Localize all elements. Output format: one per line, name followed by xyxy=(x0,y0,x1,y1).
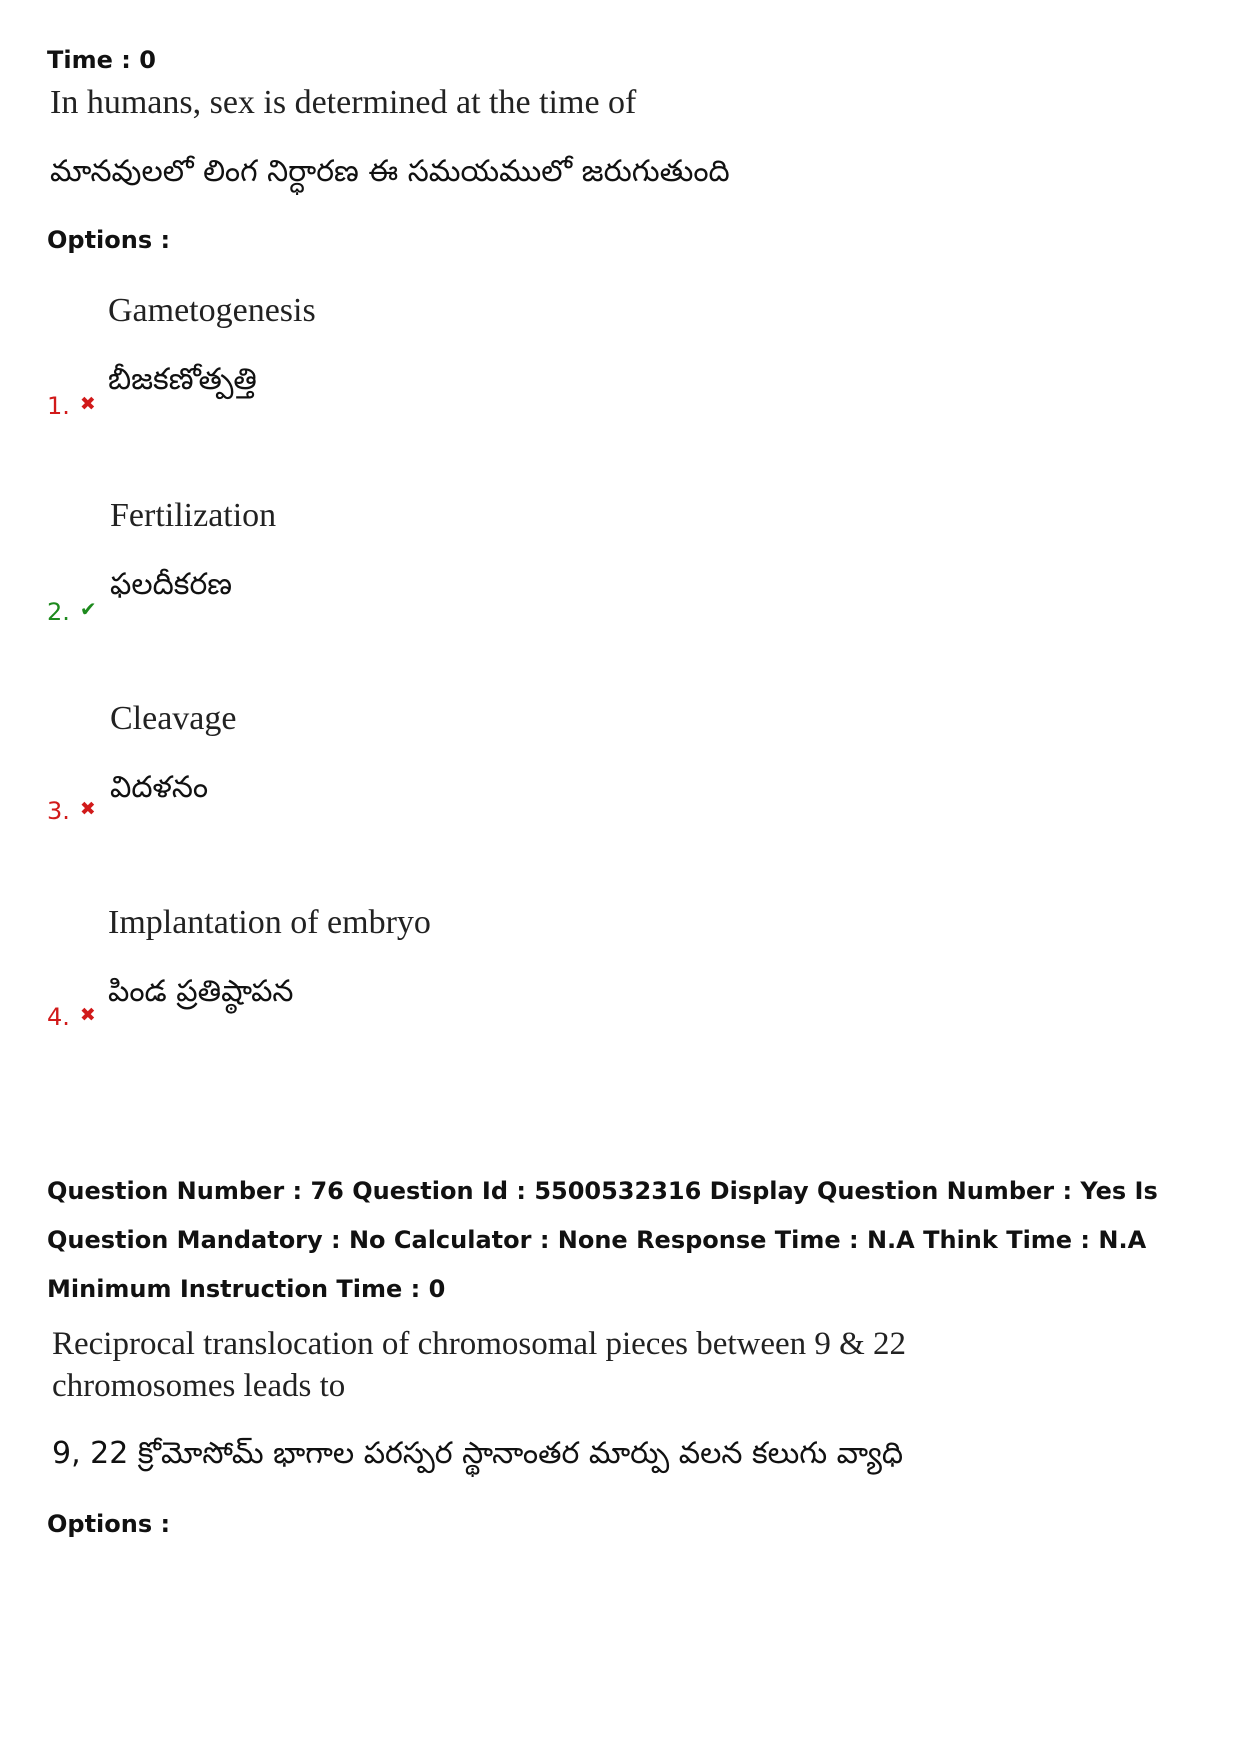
option-4-english: Implantation of embryo xyxy=(108,904,431,941)
option-2-marker xyxy=(47,597,97,626)
question-text-english: In humans, sex is determined at the time of xyxy=(50,84,637,121)
question-text-telugu: మానవులలో లింగ నిర్ధారణ ఈ సమయములో జరుగుతుంది xyxy=(50,154,730,189)
cross-icon: ✖ xyxy=(79,1004,96,1026)
option-number: 2. xyxy=(47,598,70,626)
options-label: Options : xyxy=(47,226,171,254)
time-line: Time : 0 xyxy=(47,46,156,74)
option-number: 3. xyxy=(47,797,70,825)
question-meta: Question Number : 76 Question Id : 5500532316 Display Question Number : Yes Is Question Mandatory : No Calculator : None Response Time : N.A Think Time : N.A Minimum Instruction Time : 0 xyxy=(47,1177,1158,1303)
option-number: 4. xyxy=(47,1003,70,1031)
check-icon: ✔ xyxy=(79,597,97,621)
option-number: 1. xyxy=(47,392,70,420)
option-3-telugu: విదళనం xyxy=(110,770,209,805)
option-1-telugu: బీజకణోత్పత్తి xyxy=(108,362,257,397)
question-text-telugu: 9, 22 క్రోమోసోమ్ భాగాల పరస్పర స్థానాంతర మార్పు వలన కలుగు వ్యాధి xyxy=(52,1436,904,1471)
cross-icon: ✖ xyxy=(79,393,96,415)
question-text-english: Reciprocal translocation of chromosomal pieces between 9 & 22 chromosomes leads to xyxy=(52,1326,907,1404)
options-label: Options : xyxy=(47,1510,171,1538)
option-2-telugu: ఫలదీకరణ xyxy=(110,567,233,602)
option-1-english: Gametogenesis xyxy=(108,292,316,329)
option-3-english: Cleavage xyxy=(110,700,237,737)
option-4-telugu: పిండ ప్రతిష్ఠాపన xyxy=(108,974,294,1009)
cross-icon: ✖ xyxy=(79,798,96,820)
option-3-marker xyxy=(47,797,96,825)
option-1-marker xyxy=(47,392,96,420)
option-2-english: Fertilization xyxy=(110,497,277,534)
option-4-marker xyxy=(47,1003,96,1031)
